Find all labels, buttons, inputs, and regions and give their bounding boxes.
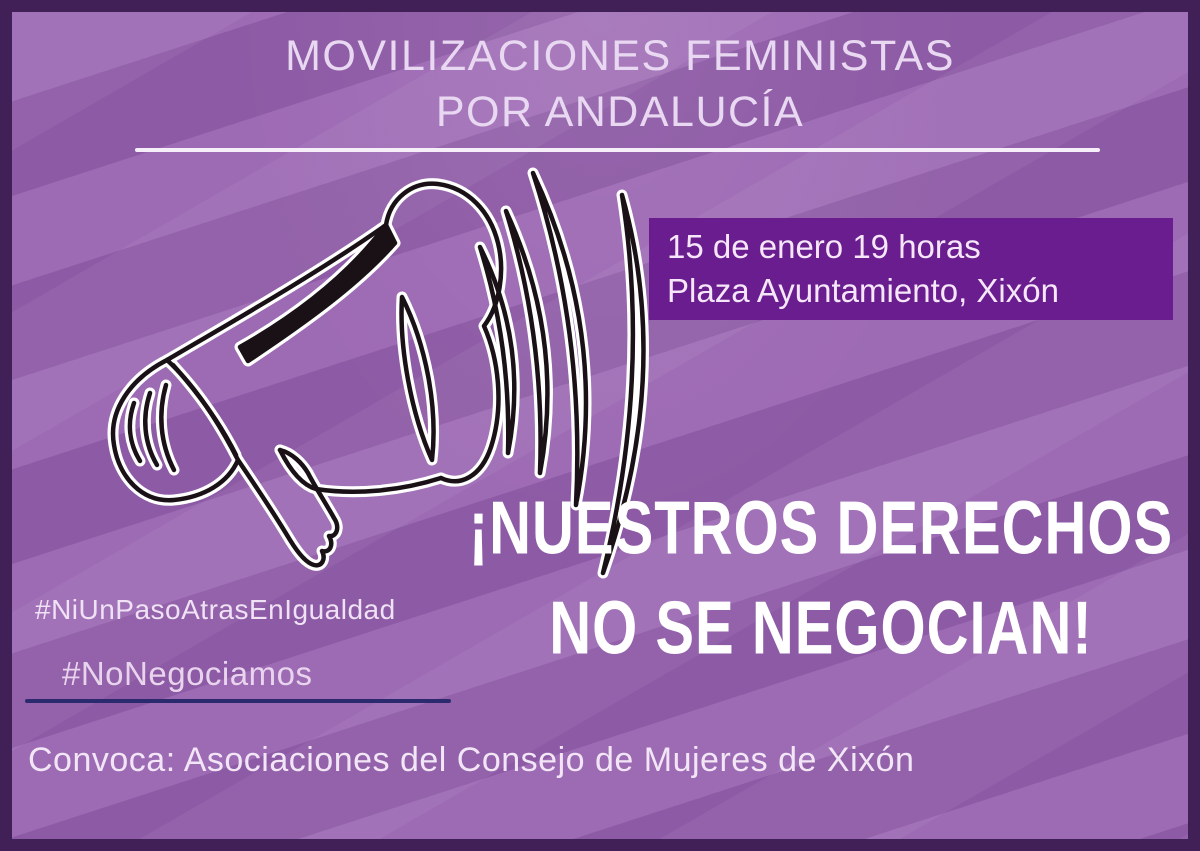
hashtag-ni-un-paso-atras: #NiUnPasoAtrasEnIgualdad bbox=[35, 594, 396, 625]
poster-title bbox=[52, 28, 1188, 140]
convener-text: Convoca: Asociaciones del Consejo de Mujeres de Xixón bbox=[28, 741, 915, 779]
poster-title-line1: MOVILIZACIONES FEMINISTAS bbox=[285, 32, 955, 80]
hashtag-underline bbox=[25, 699, 451, 703]
event-location: Plaza Ayuntamiento, Xixón bbox=[667, 272, 1059, 309]
hashtag-no-negociamos: #NoNegociamos bbox=[62, 655, 313, 692]
poster-title-line2: POR ANDALUCÍA bbox=[435, 88, 805, 136]
slogan-line2: NO SE NEGOCIAN! bbox=[549, 585, 1093, 671]
event-details-box bbox=[649, 218, 1173, 320]
title-divider bbox=[135, 148, 1100, 152]
event-datetime: 15 de enero 19 horas bbox=[667, 228, 981, 265]
slogan-line1: ¡NUESTROS DERECHOS bbox=[468, 485, 1174, 571]
slogan bbox=[445, 478, 1197, 678]
